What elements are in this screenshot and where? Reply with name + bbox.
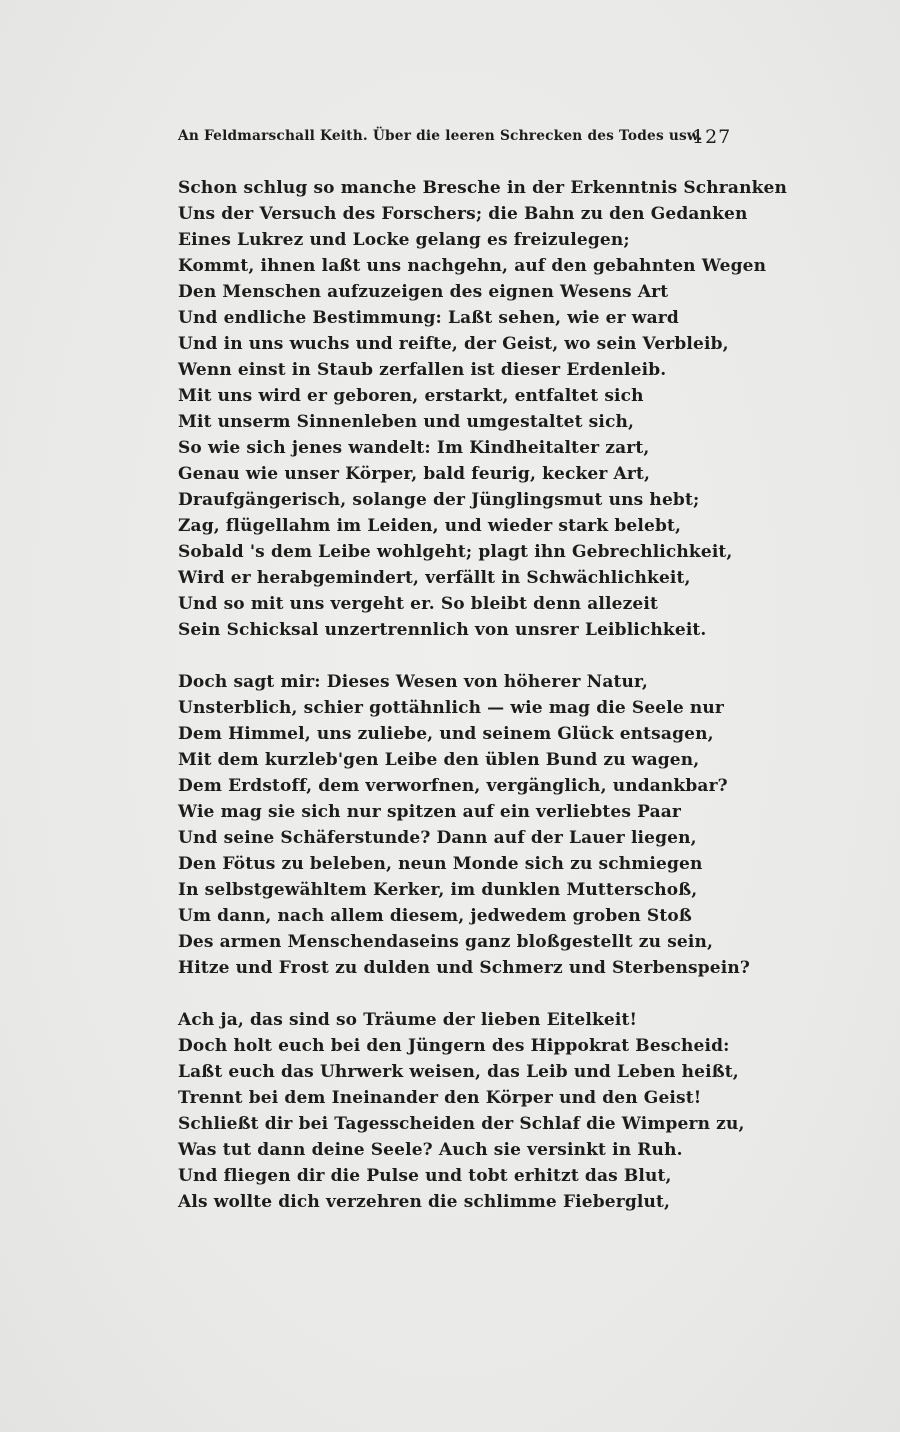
page-number: 127 <box>692 126 732 148</box>
verse-line: Mit unserm Sinnenleben und umgestaltet sich, <box>178 412 635 432</box>
verse-line: Den Menschen aufzuzeigen des eignen Wesens Art <box>178 282 669 302</box>
verse-line: Den Fötus zu beleben, neun Monde sich zu schmiegen <box>178 854 703 874</box>
verse-line: Kommt, ihnen laßt uns nachgehn, auf den gebahnten Wegen <box>178 256 767 276</box>
verse-line: Um dann, nach allem diesem, jedwedem groben Stoß <box>178 906 692 926</box>
verse-line: Laßt euch das Uhrwerk weisen, das Leib und Leben heißt, <box>178 1062 739 1082</box>
verse-line: Sobald 's dem Leibe wohlgeht; plagt ihn Gebrechlichkeit, <box>178 542 733 562</box>
verse-line: Sein Schicksal unzertrennlich von unsrer Leiblichkeit. <box>178 620 707 640</box>
verse-line: Unsterblich, schier gottähnlich — wie mag die Seele nur <box>178 698 725 718</box>
verse-line: So wie sich jenes wandelt: Im Kindheitalter zart, <box>178 438 650 458</box>
stanza <box>178 1007 745 1215</box>
verse-line: Hitze und Frost zu dulden und Schmerz und Sterbenspein? <box>178 958 750 978</box>
poem-body <box>178 175 787 1215</box>
verse-line: Uns der Versuch des Forschers; die Bahn zu den Gedanken <box>178 204 748 224</box>
verse-line: Genau wie unser Körper, bald feurig, kecker Art, <box>178 464 651 484</box>
verse-line: Dem Himmel, uns zuliebe, und seinem Glück entsagen, <box>178 724 714 744</box>
verse-line: Wenn einst in Staub zerfallen ist dieser Erdenleib. <box>178 360 667 380</box>
stanza <box>178 669 750 981</box>
verse-line: Eines Lukrez und Locke gelang es freizulegen; <box>178 230 630 250</box>
verse-line: Zag, flügellahm im Leiden, und wieder stark belebt, <box>178 516 682 536</box>
verse-line: Des armen Menschendaseins ganz bloßgestellt zu sein, <box>178 932 714 952</box>
verse-line: Wird er herabgemindert, verfällt in Schwächlichkeit, <box>178 568 691 588</box>
verse-line: Schon schlug so manche Bresche in der Erkenntnis Schranken <box>178 178 787 198</box>
stanza <box>178 175 787 643</box>
verse-line: Doch sagt mir: Dieses Wesen von höherer Natur, <box>178 672 648 692</box>
verse-line: Doch holt euch bei den Jüngern des Hippokrat Bescheid: <box>178 1036 730 1056</box>
verse-line: Mit uns wird er geboren, erstarkt, entfaltet sich <box>178 386 644 406</box>
verse-line: Und in uns wuchs und reifte, der Geist, wo sein Verbleib, <box>178 334 729 354</box>
verse-line: Als wollte dich verzehren die schlimme Fieberglut, <box>178 1192 671 1212</box>
verse-line: Und fliegen dir die Pulse und tobt erhitzt das Blut, <box>178 1166 672 1186</box>
verse-line: Dem Erdstoff, dem verworfnen, vergänglich, undankbar? <box>178 776 728 796</box>
verse-line: In selbstgewähltem Kerker, im dunklen Mutterschoß, <box>178 880 698 900</box>
verse-line: Und endliche Bestimmung: Laßt sehen, wie er ward <box>178 308 679 328</box>
verse-line: Und seine Schäferstunde? Dann auf der Lauer liegen, <box>178 828 697 848</box>
running-title: An Feldmarschall Keith. Über die leeren Schrecken des Todes usw. <box>178 128 703 144</box>
verse-line: Draufgängerisch, solange der Jünglingsmut uns hebt; <box>178 490 700 510</box>
verse-line: Mit dem kurzleb'gen Leibe den üblen Bund zu wagen, <box>178 750 700 770</box>
verse-line: Was tut dann deine Seele? Auch sie versinkt in Ruh. <box>178 1140 683 1160</box>
verse-line: Ach ja, das sind so Träume der lieben Eitelkeit! <box>178 1010 638 1030</box>
verse-line: Und so mit uns vergeht er. So bleibt denn allezeit <box>178 594 658 614</box>
verse-line: Schließt dir bei Tagesscheiden der Schlaf die Wimpern zu, <box>178 1114 745 1134</box>
verse-line: Trennt bei dem Ineinander den Körper und den Geist! <box>178 1088 702 1108</box>
verse-line: Wie mag sie sich nur spitzen auf ein verliebtes Paar <box>178 802 682 822</box>
